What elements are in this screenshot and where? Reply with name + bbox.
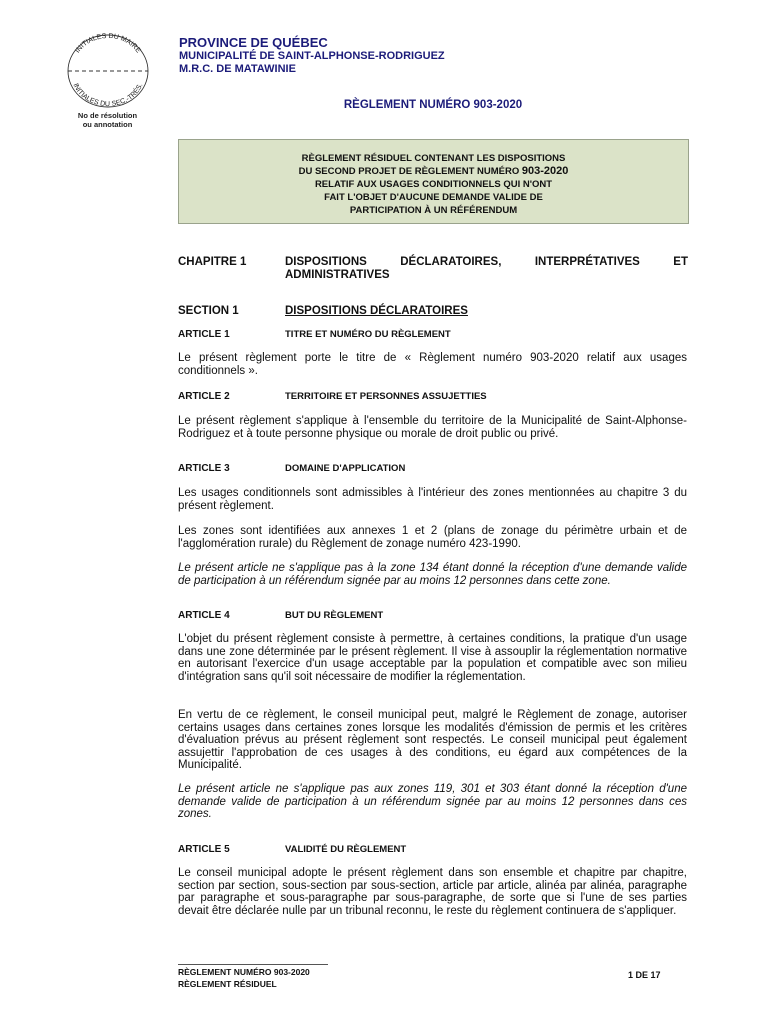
chapter-title-line-2: ADMINISTRATIVES	[285, 269, 390, 281]
box-line-2a: DU SECOND PROJET DE RÈGLEMENT NUMÉRO	[298, 166, 522, 177]
svg-text:INITIALES DU SEC.-TRÉS.	[72, 83, 145, 108]
paragraph: Les zones sont identifiées aux annexes 1 et 2 (plans de zonage du périmètre urbain et de l'agglomération rurale) du Règlement de zonage numéro 423-1990.	[178, 525, 687, 550]
article-title: TITRE ET NUMÉRO DU RÈGLEMENT	[285, 329, 451, 340]
box-line-1: RÈGLEMENT RÉSIDUEL CONTENANT LES DISPOSITIONS	[301, 153, 566, 164]
chapter-label: CHAPITRE 1	[178, 256, 247, 268]
province-line: PROVINCE DE QUÉBEC	[179, 35, 328, 50]
regulation-title: RÈGLEMENT NUMÉRO 903-2020	[343, 99, 523, 111]
paragraph-italic-note: Le présent article ne s'applique pas à la zone 134 étant donné la réception d'une demande valide de participation à un référendum signée par au moins 12 personnes dans cette zone.	[178, 562, 687, 587]
seal-caption	[55, 111, 160, 129]
paragraph-italic-note: Le présent article ne s'applique pas aux zones 119, 301 et 303 étant donné la réception d'une demande valide de participation à un référendum signée par au moins 12 personnes dans ces zones.	[178, 783, 687, 821]
paragraph: En vertu de ce règlement, le conseil municipal peut, malgré le Règlement de zonage, autoriser certains usages dans certaines zones lorsque les modalités d'émission de permis et les critères d'évaluation prévus au présent règlement sont respectés. Le conseil municipal peut également assujettir l'approbation de ces usages à des conditions, eu égard aux compétences de la Municipalité.	[178, 709, 687, 772]
chapter-title-line-1: DISPOSITIONS DÉCLARATOIRES, INTERPRÉTATIVES ET	[285, 256, 688, 268]
article-heading	[178, 463, 688, 475]
article-label: ARTICLE 4	[178, 610, 230, 621]
article-heading	[178, 329, 688, 341]
article-title: TERRITOIRE ET PERSONNES ASSUJETTIES	[285, 391, 487, 402]
article-label: ARTICLE 1	[178, 329, 230, 340]
article-title: DOMAINE D'APPLICATION	[285, 463, 406, 474]
article-heading	[178, 610, 688, 622]
footer-rule	[178, 964, 328, 965]
seal-top-text: INITIALES DU MAIRE	[74, 32, 142, 55]
mrc-line: M.R.C. DE MATAWINIE	[179, 63, 296, 75]
document-header	[179, 35, 445, 76]
section-heading	[178, 305, 688, 319]
article-label: ARTICLE 5	[178, 844, 230, 855]
article-label: ARTICLE 3	[178, 463, 230, 474]
article-heading	[178, 844, 688, 856]
seal-bottom-text: INITIALES DU SEC.-TRÉS.	[71, 82, 145, 109]
section-title: DISPOSITIONS DÉCLARATOIRES	[285, 305, 468, 317]
paragraph: Le présent règlement porte le titre de « Règlement numéro 903-2020 relatif aux usages conditionnels ».	[178, 352, 687, 377]
box-line-4: FAIT L'OBJET D'AUCUNE DEMANDE VALIDE DE	[324, 192, 543, 203]
paragraph: Les usages conditionnels sont admissibles à l'intérieur des zones mentionnées au chapitre 3 du présent règlement.	[178, 487, 687, 512]
box-line-3: RELATIF AUX USAGES CONDITIONNELS QUI N'ONT	[314, 179, 553, 190]
seal-caption-line-1: No de résolution	[77, 111, 138, 120]
article-heading	[178, 391, 688, 403]
box-line-2b: 903-2020	[521, 165, 569, 177]
seal-caption-line-2: ou annotation	[82, 120, 133, 129]
paragraph: Le présent règlement s'applique à l'ensemble du territoire de la Municipalité de Saint-Alphonse-Rodriguez et à toute personne physique ou morale de droit public ou privé.	[178, 415, 687, 440]
regulation-summary-box	[178, 139, 689, 224]
footer-regulation-number: RÈGLEMENT NUMÉRO 903-2020	[178, 967, 310, 977]
chapter-heading	[178, 256, 688, 286]
article-label: ARTICLE 2	[178, 391, 230, 402]
footer-left	[178, 966, 310, 990]
paragraph: L'objet du présent règlement consiste à permettre, à certaines conditions, la pratique d'un usage dans une zone déterminée par le présent règlement. Il vise à assouplir la réglementation normative en autorisant l'exercice d'un usage acceptable par la population et compatible avec son milieu d'intégration sans qu'il soit nécessaire de modifier la réglementation.	[178, 633, 687, 683]
box-line-2	[179, 165, 688, 178]
section-label: SECTION 1	[178, 305, 239, 317]
initials-seal	[62, 30, 154, 112]
box-line-5: PARTICIPATION À UN RÉFÉRENDUM	[349, 205, 518, 216]
svg-text:INITIALES DU MAIRE	[74, 33, 142, 55]
footer-regulation-type: RÈGLEMENT RÉSIDUEL	[178, 979, 277, 989]
page-number: 1 DE 17	[628, 970, 661, 980]
article-title: BUT DU RÈGLEMENT	[285, 610, 384, 621]
municipality-line: MUNICIPALITÉ DE SAINT-ALPHONSE-RODRIGUEZ	[179, 50, 445, 62]
article-title: VALIDITÉ DU RÈGLEMENT	[285, 844, 407, 855]
paragraph: Le conseil municipal adopte le présent règlement dans son ensemble et chapitre par chapitre, section par section, sous-section par sous-section, article par article, alinéa par alinéa, paragraphe par paragraphe et sous-paragraphe par sous-paragraphe, de sorte que si l'une de ses parties devait être déclarée nulle par un tribunal reconnu, le reste du règlement continuera de s'appliquer.	[178, 867, 687, 917]
